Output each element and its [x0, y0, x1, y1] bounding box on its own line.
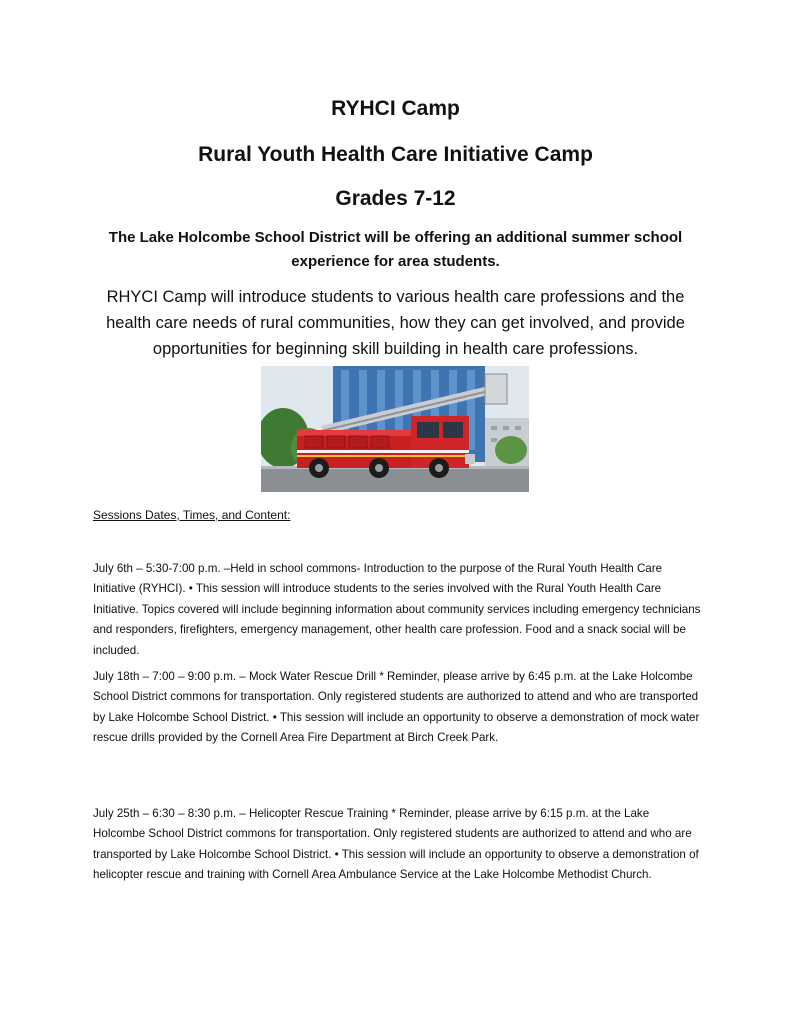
- intro-text: The Lake Holcombe School District will be offering an additional summer school experience for area students.: [108, 229, 683, 270]
- session-paragraph: July 18th – 7:00 – 9:00 p.m. – Mock Water Rescue Drill * Reminder, please arrive by 6:45 p.m. at the Lake Holcombe School District commons for transportation. Only registered students are authorized to attend and who are transported by Lake Holcombe School District. • This session will include an opportunity to observe a demonstration of mock water rescue drills provided by the Cornell Area Fire Department at Birch Creek Park.: [93, 670, 700, 745]
- title-full-name: Rural Youth Health Care Initiative Camp: [198, 143, 593, 166]
- description-text: RHYCI Camp will introduce students to various health care professions and the health care needs of rural communities, how they can get involved, and provide opportunities for beginning skill building in health care professions.: [106, 288, 685, 358]
- title-grades: Grades 7-12: [335, 187, 456, 210]
- sessions-heading: Sessions Dates, Times, and Content:: [93, 508, 291, 522]
- fire-truck-photo: [261, 366, 529, 492]
- title-camp-name: RYHCI Camp: [331, 97, 460, 120]
- session-paragraph: July 6th – 5:30-7:00 p.m. –Held in school commons- Introduction to the purpose of the Rural Youth Health Care Initiative (RYHCI). • This session will introduce students to the series involved with the Rural Youth Health Care Initiative. Topics covered will include beginning information about community services including emergency technicians and responders, firefighters, emergency management, other health care profession. Food and a snack social will be included.: [93, 562, 701, 657]
- session-paragraph: July 25th – 6:30 – 8:30 p.m. – Helicopter Rescue Training * Reminder, please arrive by 6:15 p.m. at the Lake Holcombe School District commons for transportation. Only registered students are authorized to attend and who are transported by Lake Holcombe School District. • This session will include an opportunity to observe a demonstration of helicopter rescue and training with Cornell Area Ambulance Service at the Lake Holcombe Methodist Church.: [93, 807, 699, 882]
